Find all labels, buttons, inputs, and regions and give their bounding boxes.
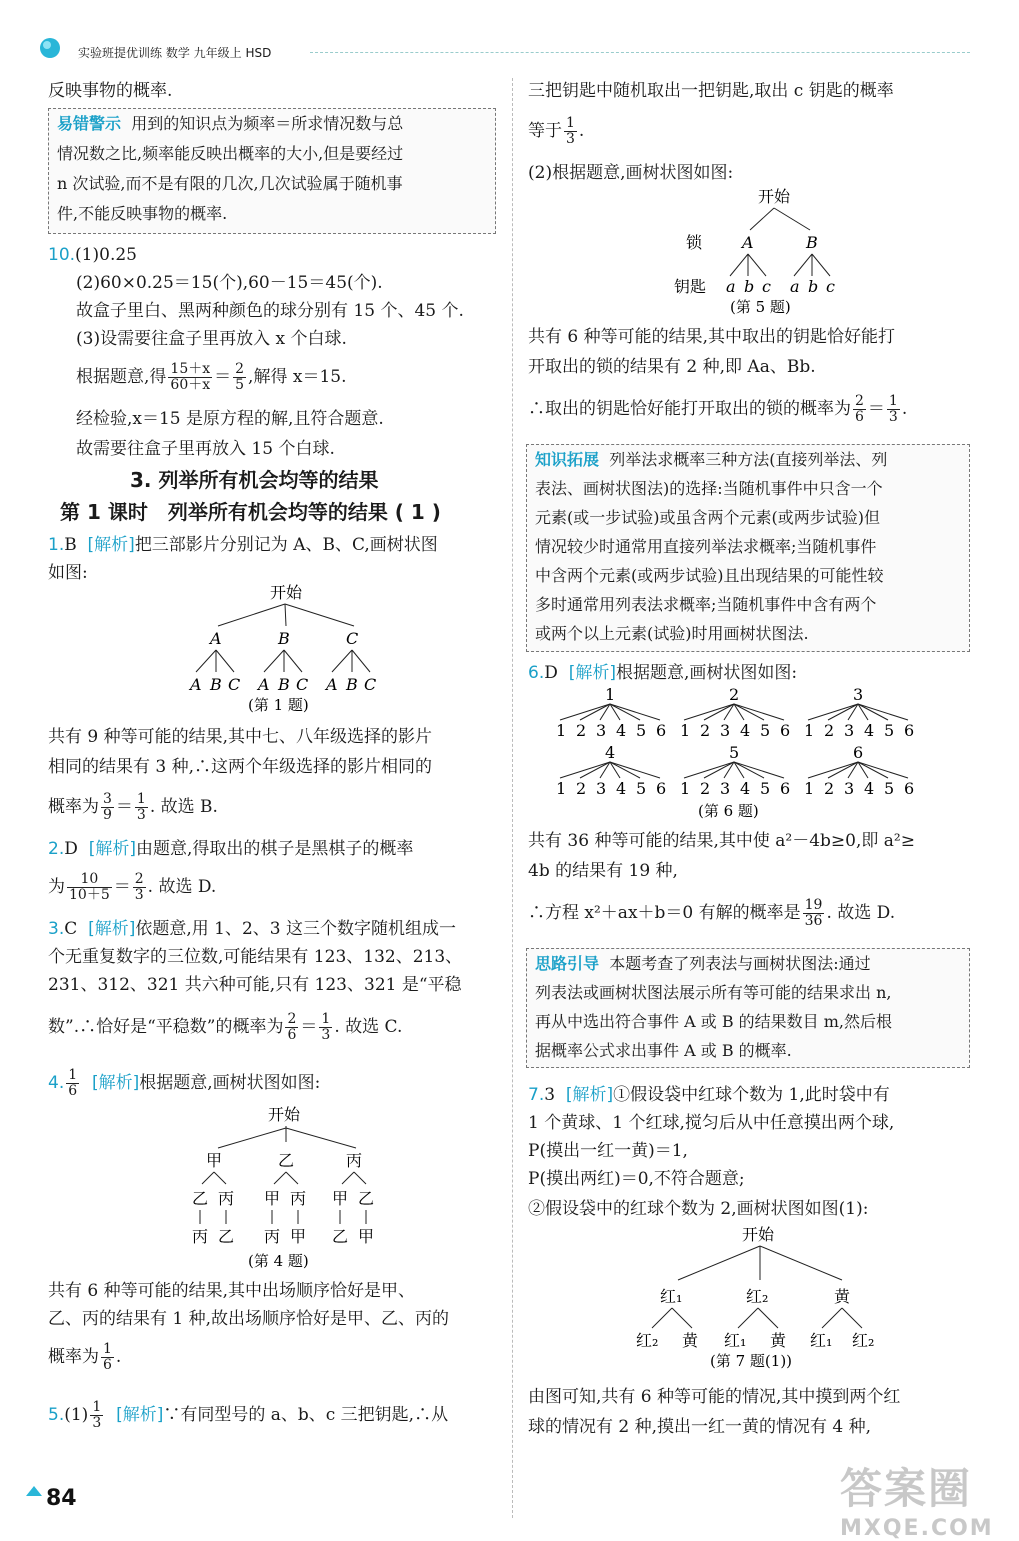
tree-root: 开始 (742, 1225, 775, 1244)
note-knowledge-extension: 知识拓展 列举法求概率三种方法(直接列举法、列 表法、画树状图法)的选择:当随机事件中只含一个 元素(或一步试验)或虽含两个元素(或两步试验)但 情况较少时通常用直接列举法求概率;当随机事件 中含两个元素(或两步试验)且出现结果的可能性较 多时通常用列表法求概率;当随机事件中含有两个 或两个以上元素(试验)时用画树状图法. (526, 444, 970, 652)
svg-text:c: c (826, 277, 835, 296)
q7-line-5: ②假设袋中的红球个数为 2,画树状图如图(1): (528, 1199, 869, 1219)
q10-answer-3: 故盒子里白、黑两种颜色的球分别有 15 个、45 个. (76, 301, 464, 321)
tree-leaf: 4 (864, 721, 875, 740)
tree-root: 6 (853, 743, 864, 762)
q2-number: 2. (48, 839, 65, 859)
tree-leaf: 3 (844, 779, 855, 798)
svg-text:b: b (808, 277, 819, 296)
q1-line-3: 共有 9 种等可能的结果,其中七、八年级选择的影片 (48, 727, 433, 747)
tree-leaf: 6 (656, 721, 667, 740)
q2-line-2: 为 $\frac{10}{10+5}$ ＝ $\frac{2}{3}$ . 故选 D. (48, 871, 217, 903)
tree-root: 1 (605, 685, 616, 704)
q3-line-2: 个无重复数字的三位数,可能结果有 123、132、213、 (48, 947, 463, 967)
note-line: 据概率公式求出事件 A 或 B 的概率. (535, 1041, 792, 1060)
tree-leaf: B (346, 675, 358, 694)
tree-root: 5 (729, 743, 740, 762)
q5-number: 5. (48, 1405, 65, 1425)
note-line: 再从中选出符合事件 A 或 B 的结果数目 m,然后根 (535, 1012, 893, 1031)
svg-text:甲: 甲 (358, 1227, 375, 1246)
svg-text:乙: 乙 (358, 1189, 375, 1208)
key-label: 钥匙 (674, 277, 707, 296)
note-line: 列表法或画树状图法展示所有等可能的结果求出 n, (535, 983, 892, 1002)
tree-leaf: 4 (740, 721, 751, 740)
header-rule (310, 52, 970, 53)
tree-node: A (742, 233, 754, 252)
note-line: 多时通常用列表法求概率;当随机事件中含有两个 (535, 595, 877, 614)
q4-line-4: 概率为 $\frac{1}{6}$ . (48, 1341, 122, 1373)
svg-text:红₂: 红₂ (636, 1331, 659, 1350)
svg-text:红₁: 红₁ (724, 1331, 747, 1350)
svg-text:红₁: 红₁ (810, 1331, 833, 1350)
tree-node: A (210, 629, 222, 648)
tree-leaf: A (190, 675, 202, 694)
q3-line-1: 依题意,用 1、2、3 这三个数字随机组成一 (135, 919, 456, 939)
tree-leaf: 1 (556, 779, 567, 798)
q10-answer-4: (3)设需要往盒子里再放入 x 个白球. (76, 329, 347, 349)
note-line: 或两个以上元素(试验)时用画树状图法. (535, 624, 809, 643)
note-tag: 易错警示 (57, 114, 122, 133)
tree-caption: (第 5 题) (730, 298, 791, 316)
q10-number: 10. (48, 245, 76, 265)
note-line: 中含两个元素(或两步试验)且出现结果的可能性较 (535, 566, 884, 585)
q5-line-1: ∵有同型号的 a、b、c 三把钥匙,∴从 (163, 1405, 449, 1425)
column-divider (512, 78, 513, 1518)
note-line: 表法、画树状图法)的选择:当随机事件中只含一个 (535, 479, 883, 498)
tree-root: 4 (605, 743, 616, 762)
tree-leaf: 6 (780, 721, 791, 740)
tree-leaf: 3 (844, 721, 855, 740)
tree-leaf: 6 (904, 721, 915, 740)
tree-leaf: 4 (616, 721, 627, 740)
q7-line-4: P(摸出两红)＝0,不符合题意; (528, 1169, 745, 1189)
tree-leaf: B (278, 675, 290, 694)
page-number: 84 (46, 1486, 77, 1511)
tree-diagram-q6 (548, 684, 948, 824)
svg-text:丙: 丙 (264, 1227, 281, 1246)
tree-leaf: 2 (700, 721, 711, 740)
tree-leaf: 6 (904, 779, 915, 798)
tree-leaf: 2 (824, 721, 835, 740)
q7-line-6: 由图可知,共有 6 种等可能的情况,其中摸到两个红 (528, 1387, 901, 1407)
tree-diagram-q1 (170, 578, 410, 718)
tree-node: B (806, 233, 818, 252)
svg-text:乙: 乙 (332, 1227, 349, 1246)
svg-text:丙: 丙 (290, 1189, 307, 1208)
header-title: 实验班提优训练 数学 九年级上 HSD (78, 46, 272, 60)
tree-caption: (第 6 题) (698, 802, 759, 820)
svg-text:乙: 乙 (192, 1189, 209, 1208)
tree-leaf: C (296, 675, 309, 694)
q1-line-5: 概率为 $\frac{3}{9}$ ＝ $\frac{1}{3}$ . 故选 B. (48, 791, 218, 823)
note-line: 情况数之比,频率能反映出概率的大小,但是要经过 (57, 144, 404, 163)
note-line: 用到的知识点为频率＝所求情况数与总 (131, 114, 404, 133)
page-number-icon (24, 1484, 44, 1504)
svg-text:黄: 黄 (682, 1331, 699, 1350)
tree-leaf: 2 (576, 779, 587, 798)
watermark-logo-text: 答案圈 (840, 1464, 973, 1513)
tree-leaf: 5 (884, 721, 895, 740)
note-line: 件,不能反映事物的概率. (57, 204, 228, 223)
left-line-1: 反映事物的概率. (48, 81, 173, 101)
tree-root: 开始 (270, 583, 303, 602)
tree-leaf: 3 (720, 721, 731, 740)
q6-line-1: 根据题意,画树状图如图: (615, 663, 798, 683)
svg-text:黄: 黄 (770, 1331, 787, 1350)
lock-label: 锁 (686, 233, 703, 252)
note-line: n 次试验,而不是有限的几次,几次试验属于随机事 (57, 174, 403, 193)
watermark (840, 1456, 994, 1541)
note-line: 元素(或一步试验)或虽含两个元素(或两步试验)但 (535, 508, 880, 527)
tree-leaf: 1 (680, 721, 691, 740)
q3-number: 3. (48, 919, 65, 939)
q6-number: 6. (528, 663, 545, 683)
tree-leaf: 5 (884, 779, 895, 798)
tree-node: C (346, 629, 359, 648)
tree-caption: (第 1 题) (248, 696, 309, 714)
tree-node: 丙 (346, 1151, 363, 1170)
tree-node: 红₁ (660, 1287, 683, 1306)
tree-leaf: 6 (656, 779, 667, 798)
q5-cont-line-6: ∴取出的钥匙恰好能打开取出的锁的概率为 $\frac{2}{6}$ ＝ $\frac{1}{3}$ . (528, 393, 908, 425)
q4-line-3: 乙、丙的结果有 1 种,故出场顺序恰好是甲、乙、丙的 (48, 1309, 450, 1329)
q2-line-1: 由题意,得取出的棋子是黑棋子的概率 (135, 839, 414, 859)
tree-leaf: 6 (780, 779, 791, 798)
svg-text:乙: 乙 (218, 1227, 235, 1246)
q7-line-1: ①假设袋中红球个数为 1,此时袋中有 (613, 1085, 890, 1105)
tree-leaf: C (364, 675, 377, 694)
svg-text:甲: 甲 (290, 1227, 307, 1246)
svg-text:c: c (762, 277, 771, 296)
q1-number: 1. (48, 535, 65, 555)
tree-root: 2 (729, 685, 740, 704)
tree-leaf: 1 (804, 721, 815, 740)
watermark-url: MXQE.COM (840, 1516, 994, 1541)
q6-line-3: 4b 的结果有 19 种, (528, 861, 678, 881)
tree-leaf: 4 (616, 779, 627, 798)
tree-leaf: 5 (760, 779, 771, 798)
tree-root: 开始 (758, 187, 791, 206)
svg-text:丙: 丙 (192, 1227, 209, 1246)
tree-diagram-q7 (630, 1220, 900, 1380)
svg-text:丙: 丙 (218, 1189, 235, 1208)
svg-text:甲: 甲 (332, 1189, 349, 1208)
q5-cont-line-3: (2)根据题意,画树状图如图: (528, 163, 734, 183)
note-tag: 知识拓展 (535, 450, 600, 469)
section-title: 3. 列举所有机会均等的结果 (130, 468, 379, 492)
tree-leaf: A (326, 675, 338, 694)
q10-answer-7: 故需要往盒子里再放入 15 个白球. (76, 439, 335, 459)
tree-leaf: A (258, 675, 270, 694)
tree-diagram-q4 (170, 1100, 410, 1280)
header-logo-icon (38, 36, 62, 60)
tree-node: 黄 (834, 1287, 851, 1306)
tree-leaf: 2 (700, 779, 711, 798)
tree-root: 3 (853, 685, 864, 704)
q3-line-3: 231、312、321 共六种可能,只有 123、321 是“平稳 (48, 975, 462, 995)
svg-text:红₂: 红₂ (852, 1331, 875, 1350)
tree-node: 甲 (206, 1151, 223, 1170)
tree-leaf: 4 (740, 779, 751, 798)
tree-leaf: 5 (636, 721, 647, 740)
tree-leaf: B (210, 675, 222, 694)
q4-line-2: 共有 6 种等可能的结果,其中出场顺序恰好是甲、 (48, 1281, 416, 1301)
q6-line-4: ∴方程 x²＋ax＋b＝0 有解的概率是 $\frac{19}{36}$ . 故选 D. (528, 897, 896, 929)
q4-line-1: 根据题意,画树状图如图: (139, 1073, 321, 1093)
note-line: 情况较少时通常用直接列举法求概率;当随机事件 (535, 537, 877, 556)
tree-leaf: 1 (556, 721, 567, 740)
tree-leaf: 3 (596, 779, 607, 798)
q7-line-2: 1 个黄球、1 个红球,搅匀后从中任意摸出两个球, (528, 1113, 895, 1133)
q1-line-1: 把三部影片分别记为 A、B、C,画树状图 (134, 535, 438, 555)
q10-answer-1: (1)0.25 (75, 245, 137, 265)
q1-line-2: 如图: (48, 563, 88, 583)
q5-cont-line-4: 共有 6 种等可能的结果,其中取出的钥匙恰好能打 (528, 327, 896, 347)
note-thinking-guide: 思路引导 本题考查了列表法与画树状图法:通过 列表法或画树状图法展示所有等可能的结果求出 n, 再从中选出符合事件 A 或 B 的结果数目 m,然后根 据概率公式求出事件 A 或 B 的概率. (526, 948, 970, 1068)
tree-leaf: 3 (720, 779, 731, 798)
tree-leaf: 2 (824, 779, 835, 798)
q10-answer-6: 经检验,x＝15 是原方程的解,且符合题意. (76, 409, 384, 429)
tree-leaf: 4 (864, 779, 875, 798)
svg-text:甲: 甲 (264, 1189, 281, 1208)
q5-cont-line-1: 三把钥匙中随机取出一把钥匙,取出 c 钥匙的概率 (528, 81, 894, 101)
lesson-title: 第 1 课时 列举所有机会均等的结果 ( 1 ) (60, 500, 441, 524)
q5-cont-line-2: 等于 $\frac{1}{3}$ . (528, 115, 585, 147)
q7-line-7: 球的情况有 2 种,摸出一红一黄的情况有 4 种, (528, 1417, 872, 1437)
q6-line-2: 共有 36 种等可能的结果,其中使 a²－4b≥0,即 a²≥ (528, 831, 915, 851)
q10-equation: 根据题意,得 $\frac{15+x}{60+x}$ ＝ $\frac{2}{5}$ ,解得 x＝15. (76, 361, 347, 393)
q10-answer-2: (2)60×0.25＝15(个),60－15＝45(个). (76, 273, 383, 293)
svg-text:b: b (744, 277, 755, 296)
tree-node: 红₂ (746, 1287, 769, 1306)
tree-root: 开始 (268, 1105, 301, 1124)
tree-leaf: 1 (680, 779, 691, 798)
tree-node: B (278, 629, 290, 648)
tree-leaf: C (228, 675, 241, 694)
tree-leaf: 5 (636, 779, 647, 798)
q7-number: 7. (528, 1085, 545, 1105)
tree-node: 乙 (278, 1151, 295, 1170)
q4-number: 4. (48, 1073, 65, 1093)
note-tag: 思路引导 (535, 954, 600, 973)
tree-leaf: 1 (804, 779, 815, 798)
svg-text:a: a (790, 277, 800, 296)
svg-text:a: a (726, 277, 736, 296)
q3-line-4: 数”.∴恰好是“平稳数”的概率为 $\frac{2}{6}$ ＝ $\frac{1}{3}$ . 故选 C. (48, 1011, 403, 1043)
q7-line-3: P(摸出一红一黄)＝1, (528, 1141, 688, 1161)
note-error-warning (48, 108, 496, 234)
tree-diagram-q5 (670, 180, 870, 320)
tree-leaf: 5 (760, 721, 771, 740)
q5-cont-line-5: 开取出的锁的结果有 2 种,即 Aa、Bb. (528, 357, 816, 377)
tree-caption: (第 4 题) (248, 1252, 309, 1270)
tree-leaf: 3 (596, 721, 607, 740)
tree-leaf: 2 (576, 721, 587, 740)
tree-caption: (第 7 题(1)) (710, 1352, 793, 1370)
q1-line-4: 相同的结果有 3 种,∴这两个年级选择的影片相同的 (48, 757, 433, 777)
